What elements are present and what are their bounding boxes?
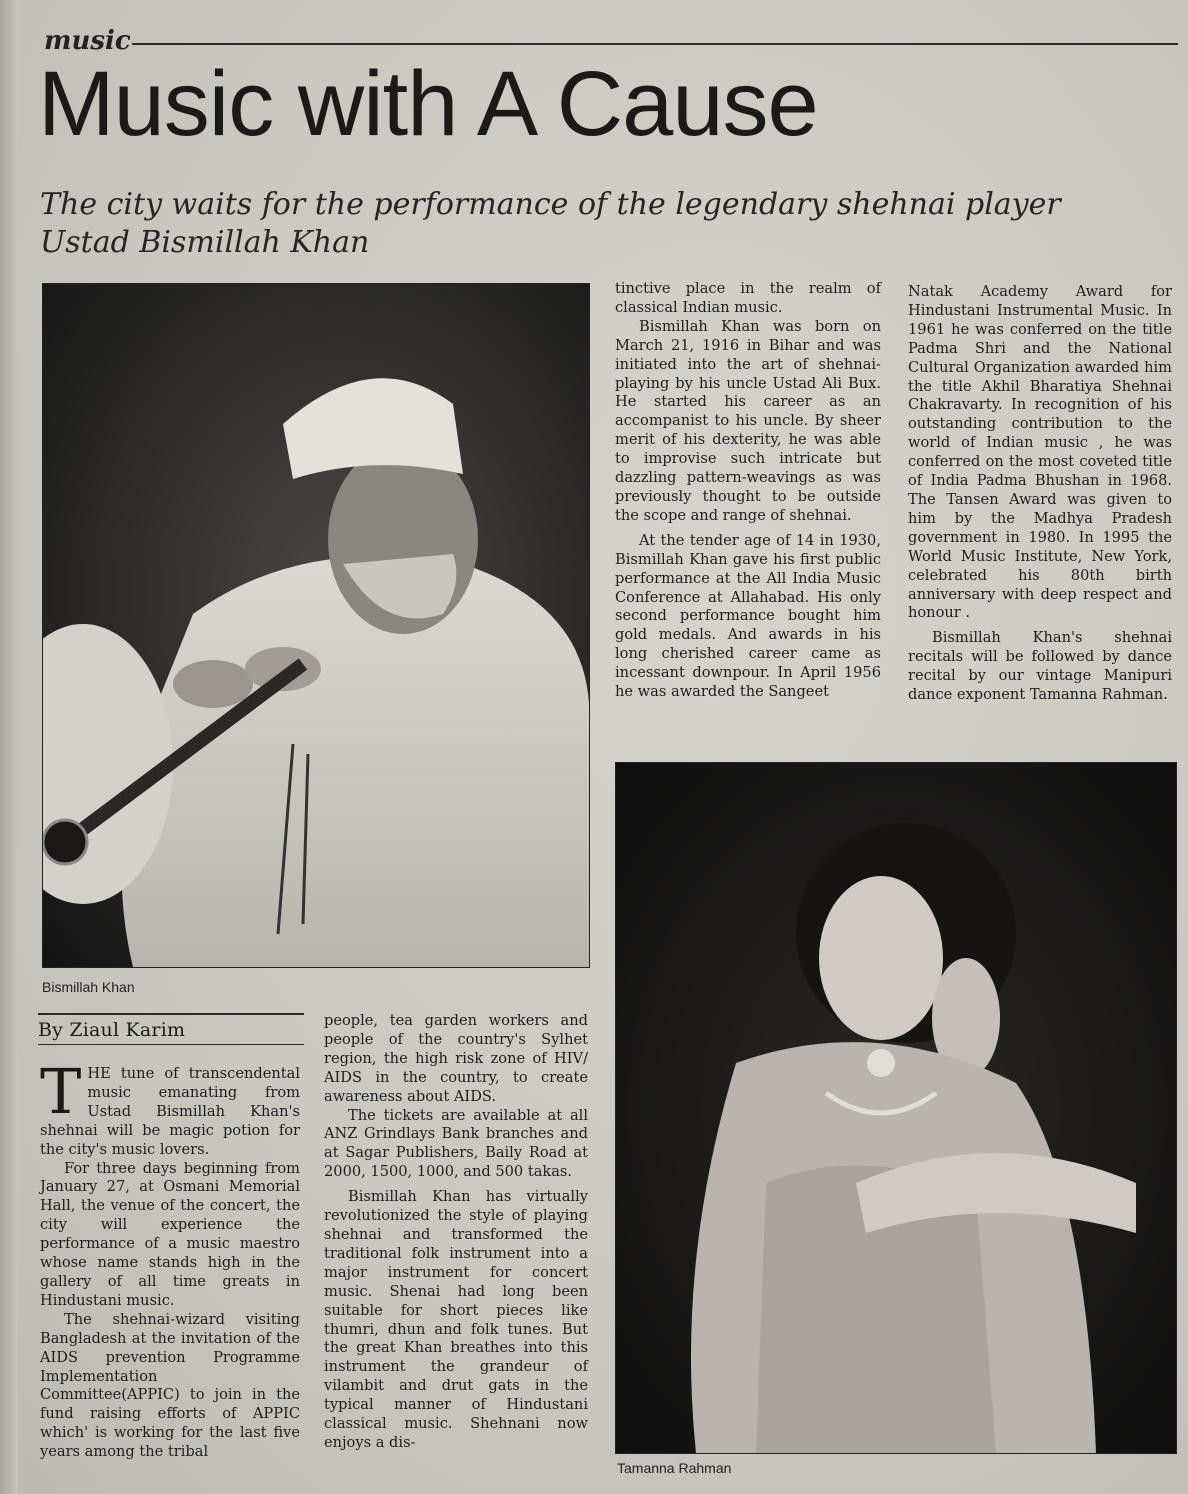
byline: By Ziaul Karim <box>38 1019 186 1041</box>
byline-rule-bottom <box>38 1044 304 1045</box>
headline: Music with A Cause <box>38 53 818 155</box>
drop-cap: T <box>40 1055 82 1128</box>
photo-bismillah-khan <box>42 283 590 968</box>
article-column-2 <box>324 1012 588 1453</box>
article-paragraph: Bismillah Khan was born on March 21, 1916 in Bihar and was initiated into the art of shehnai-playing by his uncle Ustad Ali Bux. He started his career as an accompanist to his uncle. By sheer merit of his dexterity, he was able to improvise such intricate but dazzling pattern-weavings as was previously thought to be outside the scope and range of shehnai. <box>615 317 881 524</box>
article-paragraph: At the tender age of 14 in 1930, Bismillah Khan gave his first public performance at the All India Music Conference at Allahabad. His only second performance bought him gold medals. And awards in his long cherished career came as incessant downpour. In April 1956 he was awarded the Sangeet <box>615 531 881 701</box>
article-paragraph: For three days beginning from January 27, at Osmani Memorial Hall, the venue of the concert, the city will experience the performance of a music maestro whose name stands high in the gallery of all time greats in Hindustani music. <box>40 1159 300 1309</box>
photo-tamanna-rahman <box>615 762 1177 1454</box>
section-label: music <box>44 26 131 56</box>
article-paragraph: Bismillah Khan's shehnai recitals will be followed by dance recital by our vintage Manipuri dance exponent Tamanna Rahman. <box>908 629 1172 704</box>
article-column-4 <box>908 283 1172 705</box>
article-paragraph: The tickets are available at all ANZ Grindlays Bank branches and at Sagar Publishers, Baily Road at 2000, 1500, 1000, and 500 takas. <box>324 1106 588 1181</box>
photo2-caption: Tamanna Rahman <box>617 1460 732 1476</box>
photo1-caption: Bismillah Khan <box>42 979 135 995</box>
page-edge <box>0 0 18 1494</box>
article-column-1 <box>40 1055 300 1462</box>
article-paragraph: Natak Academy Award for Hindustani Instrumental Music. In 1961 he was conferred on the title Padma Shri and the National Cultural Organization awarded him the title Akhil Bharatiya Shehnai Chakravarty. In recognition of his outstanding contribution to the world of Indian music , he was conferred on the most coveted title of India Padma Bhushan in 1968. The Tansen Award was given to him by the Madhya Pradesh government in 1980. In 1995 the World Music Institute, New York, celebrated his 80th birth anniversary with deep respect and honour . <box>908 283 1172 622</box>
article-paragraph: THE tune of transcendental music emanating from Ustad Bismillah Khan's shehnai will be magic potion for the city's music lovers. <box>40 1055 300 1158</box>
article-column-3 <box>615 280 881 702</box>
deck: The city waits for the performance of the legendary shehnai player Ustad Bismillah Khan <box>40 187 1061 260</box>
byline-box <box>38 1013 304 1045</box>
article-paragraph: Bismillah Khan has virtually revolutionized the style of playing shehnai and transformed the traditional folk instrument into a major instrument for concert music. Shenai had long been suitable for short pieces like thumri, dhun and folk tunes. But the great Khan breathes into this instrument the grandeur of vilambit and drut gats in the typical manner of Hindustani classical music. Shehnani now enjoys a dis- <box>324 1188 588 1451</box>
section-rule <box>132 43 1178 45</box>
article-paragraph: The shehnai-wizard visiting Bangladesh at the invitation of the AIDS prevention Programme Implementation Committee(APPIC) to join in the fund raising efforts of APPIC which' is working for the last five years among the tribal <box>40 1310 300 1461</box>
article-paragraph: people, tea garden workers and people of the country's Sylhet region, the high risk zone of HIV/ AIDS in the country, to create awareness about AIDS. <box>324 1012 588 1105</box>
article-paragraph: tinctive place in the realm of classical Indian music. <box>615 280 881 316</box>
